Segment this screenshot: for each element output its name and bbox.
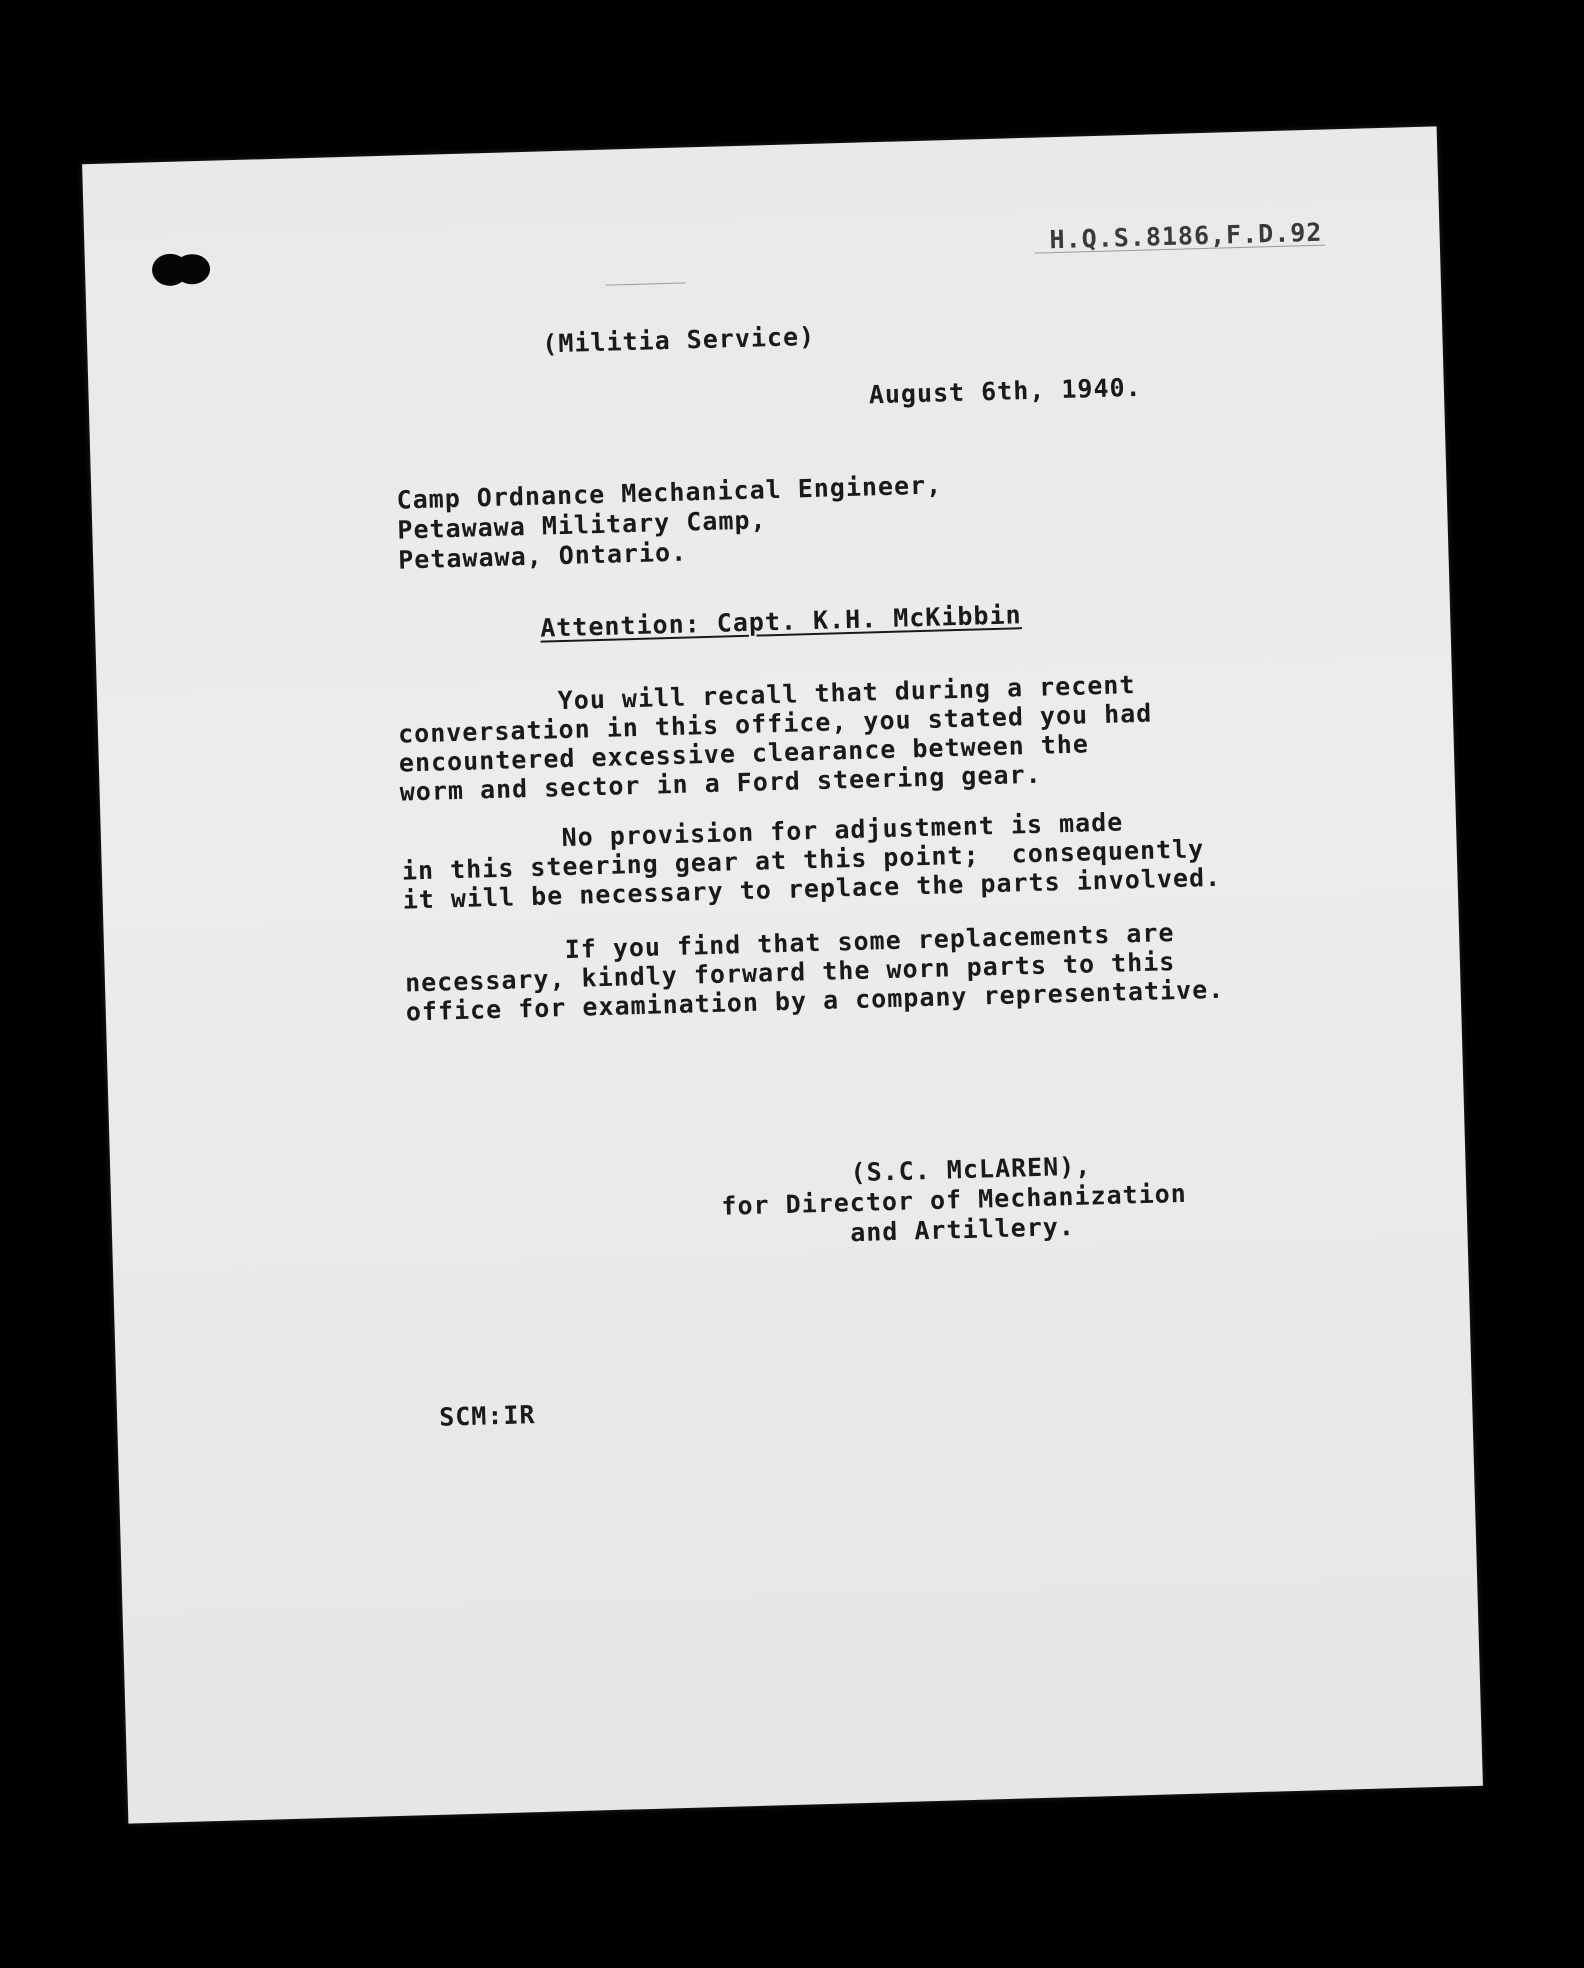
letter-page [82, 126, 1483, 1823]
body-paragraph: You will recall that during a recent conversation in this office, you stated you had encountered excessive clearance between the worm and sector in a Ford steering gear. [396, 670, 1153, 807]
header-rule-short [606, 282, 686, 285]
address-line: Petawawa Military Camp, [397, 505, 767, 545]
body-paragraph: No provision for adjustment is made in this steering gear at this point; consequently it will be necessary to replace the parts involved. [400, 807, 1222, 915]
address-line: Camp Ordnance Mechanical Engineer, [396, 470, 943, 515]
address-line: Petawawa, Ontario. [397, 537, 688, 575]
attention-line: Attention: Capt. K.H. McKibbin [539, 600, 1022, 643]
service-heading: (Militia Service) [541, 321, 816, 359]
signature-title: for Director of Mechanization [721, 1178, 1188, 1221]
ink-blot [150, 251, 213, 289]
typist-initials: SCM:IR [438, 1400, 536, 1432]
letter-date: August 6th, 1940. [868, 372, 1143, 410]
signature-title: and Artillery. [849, 1211, 1076, 1248]
file-reference: H.Q.S.8186,F.D.92 [1049, 217, 1323, 255]
body-paragraph: If you find that some replacements are necessary, kindly forward the worn parts to this office for examination by a company representative. [403, 918, 1225, 1027]
signature-name: (S.C. McLAREN), [850, 1151, 1092, 1188]
